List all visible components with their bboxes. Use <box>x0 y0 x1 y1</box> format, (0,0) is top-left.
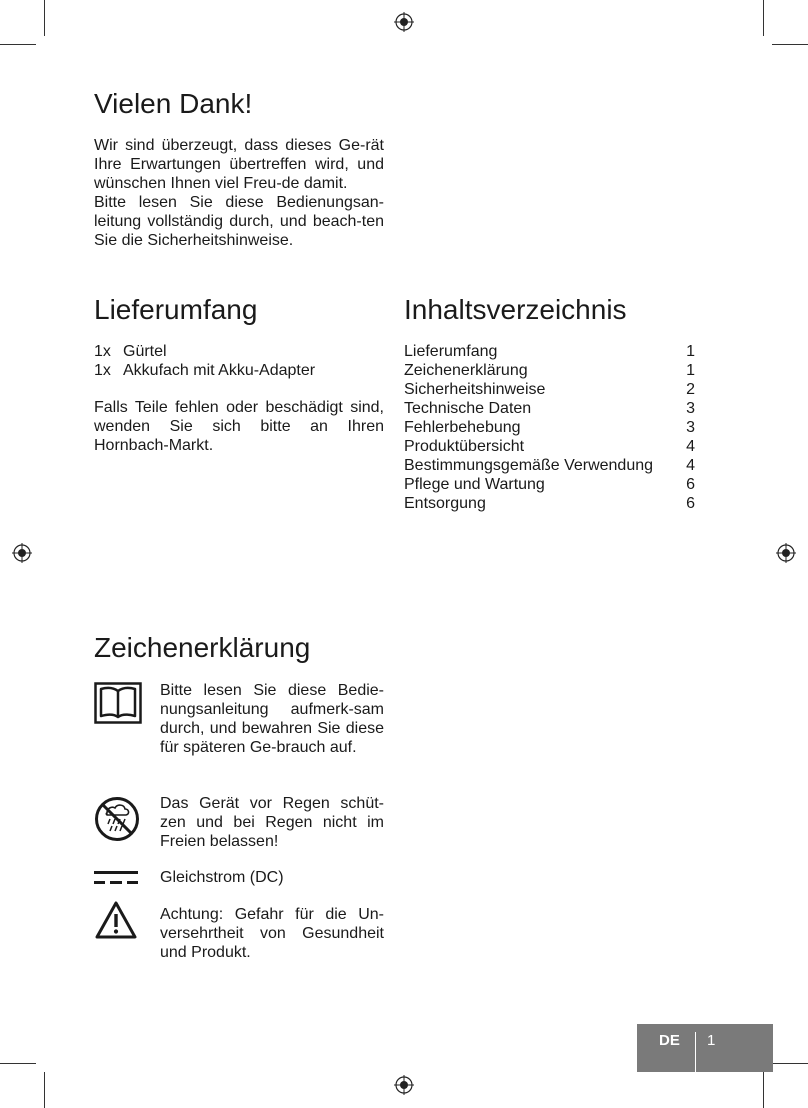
supply-item-name: Gürtel <box>123 343 167 360</box>
toc-entry[interactable] <box>404 456 695 475</box>
toc-entry-label: Sicherheitshinweise <box>404 381 546 398</box>
tab-divider <box>695 1032 696 1072</box>
toc-entry-label: Technische Daten <box>404 400 532 417</box>
supply-title: Lieferumfang <box>94 294 258 325</box>
registration-mark-left <box>12 543 32 563</box>
symbol-text-book: Bitte lesen Sie diese Bedie-nungsanleitung aufmerk-sam durch, und bewahren Sie diese für späteren Ge-brauch auf. <box>160 682 384 756</box>
toc-entry-page: 4 <box>686 438 695 455</box>
warning-icon <box>94 900 138 940</box>
toc-entry[interactable] <box>404 380 695 399</box>
toc-entry-page: 6 <box>686 495 695 512</box>
page-number: 1 <box>707 1032 716 1049</box>
toc-entry-page: 4 <box>686 457 695 474</box>
intro-paragraph: Wir sind überzeugt, dass dieses Ge-rät Ihre Erwartungen übertreffen wird, und wünschen Ihnen viel Freu-de damit. <box>94 137 384 192</box>
toc-entry-label: Pflege und Wartung <box>404 476 545 493</box>
toc-entry[interactable] <box>404 399 695 418</box>
intro-title: Vielen Dank! <box>94 88 253 119</box>
page-tab <box>637 1024 773 1072</box>
toc-title: Inhaltsverzeichnis <box>404 294 627 325</box>
toc-entry[interactable] <box>404 418 695 437</box>
toc-entry-label: Lieferumfang <box>404 343 498 360</box>
toc-entry-page: 3 <box>686 419 695 436</box>
toc-entry-label: Zeichenerklärung <box>404 362 528 379</box>
book-icon <box>94 682 142 724</box>
language-label: DE <box>659 1032 680 1049</box>
toc-entry-page: 6 <box>686 476 695 493</box>
toc-entry-label: Produktübersicht <box>404 438 525 455</box>
toc-entry[interactable] <box>404 342 695 361</box>
registration-mark-top <box>394 12 414 32</box>
toc-entry[interactable] <box>404 361 695 380</box>
intro-text <box>94 136 384 250</box>
toc-entry-label: Fehlerbehebung <box>404 419 521 436</box>
toc-entry-page: 2 <box>686 381 695 398</box>
supply-item-qty: 1x <box>94 362 111 379</box>
direct-current-icon <box>94 870 138 886</box>
symbols-title: Zeichenerklärung <box>94 632 311 663</box>
supply-item-qty: 1x <box>94 343 111 360</box>
supply-note-text: Falls Teile fehlen oder beschädigt sind, wenden Sie sich bitte an Ihren Hornbach-Markt. <box>94 399 384 454</box>
symbol-text-warning: Achtung: Gefahr für die Un-versehrtheit von Gesundheit und Produkt. <box>160 906 384 961</box>
registration-mark-right <box>776 543 796 563</box>
no-rain-icon <box>94 796 140 842</box>
supply-note <box>94 398 384 455</box>
supply-list <box>94 342 384 380</box>
intro-paragraph: Bitte lesen Sie diese Bedienungsan-leitung vollständig durch, und beach-ten Sie die Sicherheitshinweise. <box>94 194 384 249</box>
symbol-text-no-rain: Das Gerät vor Regen schüt-zen und bei Regen nicht im Freien belassen! <box>160 795 384 850</box>
toc-entry-label: Entsorgung <box>404 495 486 512</box>
toc-entry-page: 3 <box>686 400 695 417</box>
supply-item <box>94 361 384 380</box>
toc-entry[interactable] <box>404 475 695 494</box>
toc-list <box>404 342 695 513</box>
supply-item <box>94 342 384 361</box>
toc-entry-label: Bestimmungsgemäße Verwendung <box>404 457 654 474</box>
toc-entry-page: 1 <box>686 362 695 379</box>
toc-entry[interactable] <box>404 437 695 456</box>
registration-mark-bottom <box>394 1075 414 1095</box>
symbol-text-dc: Gleichstrom (DC) <box>160 869 284 886</box>
toc-entry-page: 1 <box>686 343 695 360</box>
toc-entry[interactable] <box>404 494 695 513</box>
supply-item-name: Akkufach mit Akku-Adapter <box>123 362 316 379</box>
